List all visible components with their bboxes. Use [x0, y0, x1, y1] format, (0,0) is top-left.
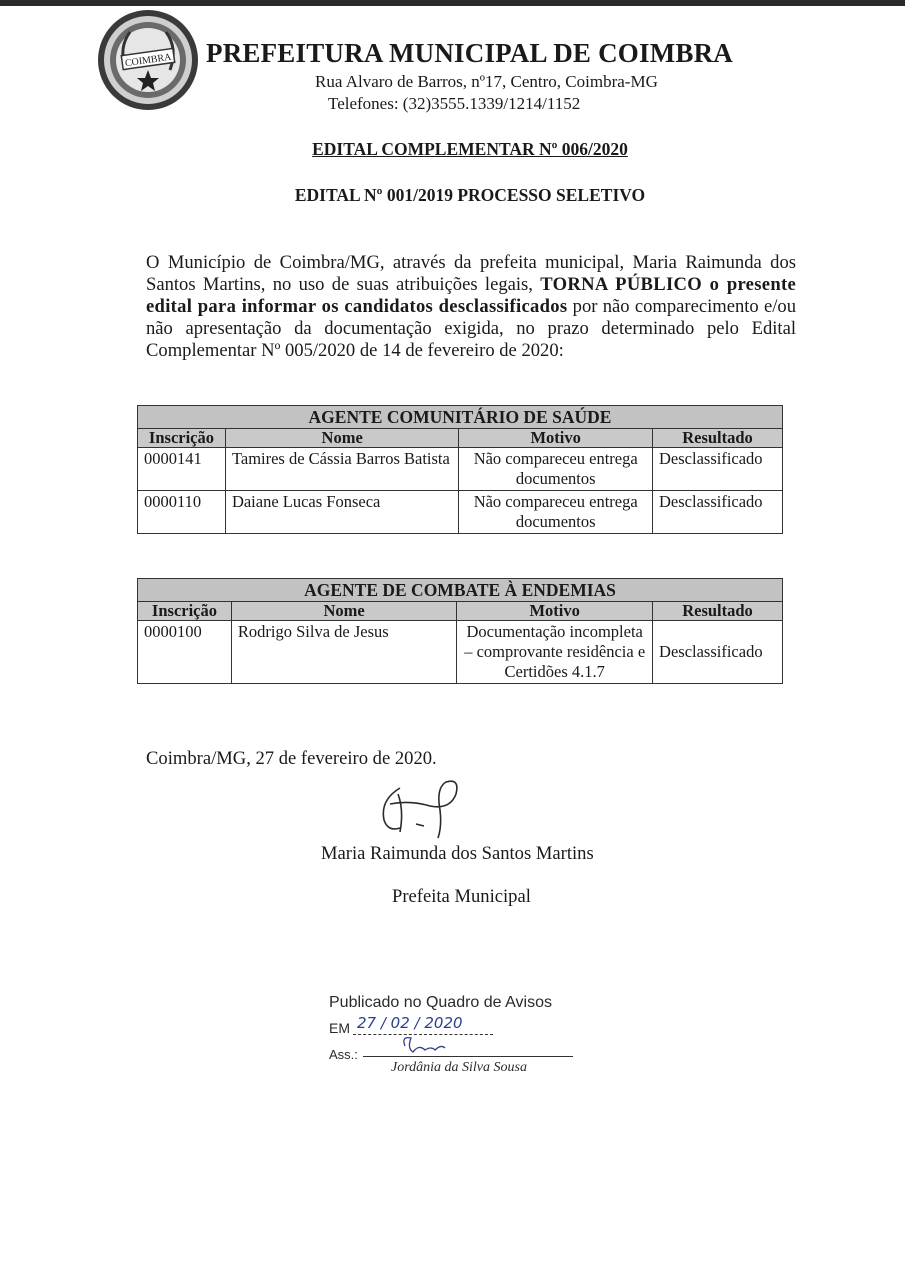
col-header-nome: Nome — [225, 429, 458, 448]
cell-inscricao: 0000100 — [138, 621, 232, 684]
svg-text:• • •: • • • — [143, 100, 153, 106]
cell-motivo: Não compareceu entrega documentos — [459, 448, 653, 491]
stamp-signature-line — [363, 1056, 573, 1057]
table-agente-endemias — [137, 578, 783, 684]
table-row — [138, 491, 783, 534]
table-row — [138, 621, 783, 684]
col-header-nome: Nome — [231, 602, 456, 621]
cell-motivo: Não compareceu entrega documentos — [459, 491, 653, 534]
cell-inscricao: 0000110 — [138, 491, 226, 534]
stamp-date: 27 / 02 / 2020 — [357, 1014, 463, 1032]
table-title: AGENTE COMUNITÁRIO DE SAÚDE — [138, 406, 783, 429]
col-header-resultado: Resultado — [653, 602, 783, 621]
signature-icon — [360, 770, 470, 842]
col-header-inscricao: Inscrição — [138, 429, 226, 448]
cell-nome: Tamires de Cássia Barros Batista — [225, 448, 458, 491]
body-paragraph: O Município de Coimbra/MG, através da prefeita municipal, Maria Raimunda dos Santos Martins, no uso de suas atribuições legais, TORNA PÚBLICO o presente edital para informar os candidatos desclassificados por não comparecimento e/ou não apresentação da documentação exigida, no prazo determinado pelo Edital Complementar Nº 005/2020 de 14 de fevereiro de 2020: — [146, 252, 797, 361]
org-name: PREFEITURA MUNICIPAL DE COIMBRA — [206, 38, 733, 68]
org-phones: Telefones: (32)3555.1339/1214/1152 — [328, 94, 581, 113]
place-date: Coimbra/MG, 27 de fevereiro de 2020. — [146, 748, 437, 769]
stamp-signer: Jordânia da Silva Sousa — [391, 1060, 527, 1075]
table-title: AGENTE DE COMBATE À ENDEMIAS — [138, 579, 783, 602]
signer-role: Prefeita Municipal — [392, 886, 531, 907]
publication-stamp — [327, 990, 587, 1080]
col-header-resultado: Resultado — [653, 429, 783, 448]
col-header-motivo: Motivo — [459, 429, 653, 448]
table-row — [138, 448, 783, 491]
col-header-motivo: Motivo — [457, 602, 653, 621]
title-edital-complementar: EDITAL COMPLEMENTAR Nº 006/2020 — [312, 139, 628, 159]
stamp-initials-icon — [399, 1034, 449, 1056]
cell-resultado: Desclassificado — [653, 491, 783, 534]
cell-nome: Daiane Lucas Fonseca — [225, 491, 458, 534]
cell-inscricao: 0000141 — [138, 448, 226, 491]
cell-resultado: Desclassificado — [653, 621, 783, 684]
table-agente-comunitario — [137, 405, 783, 534]
svg-text:COIMBRA: COIMBRA — [124, 51, 173, 70]
org-address: Rua Alvaro de Barros, nº17, Centro, Coimbra-MG — [315, 72, 658, 91]
stamp-em-label: EM — [329, 1020, 350, 1036]
stamp-title: Publicado no Quadro de Avisos — [329, 994, 552, 1011]
col-header-inscricao: Inscrição — [138, 602, 232, 621]
municipal-seal-icon — [96, 8, 200, 112]
cell-motivo: Documentação incompleta – comprovante residência e Certidões 4.1.7 — [457, 621, 653, 684]
cell-nome: Rodrigo Silva de Jesus — [231, 621, 456, 684]
top-border-line — [0, 0, 905, 6]
signer-name: Maria Raimunda dos Santos Martins — [321, 843, 594, 864]
title-processo-seletivo: EDITAL Nº 001/2019 PROCESSO SELETIVO — [294, 185, 646, 205]
stamp-ass-label: Ass.: — [329, 1047, 358, 1062]
cell-resultado: Desclassificado — [653, 448, 783, 491]
